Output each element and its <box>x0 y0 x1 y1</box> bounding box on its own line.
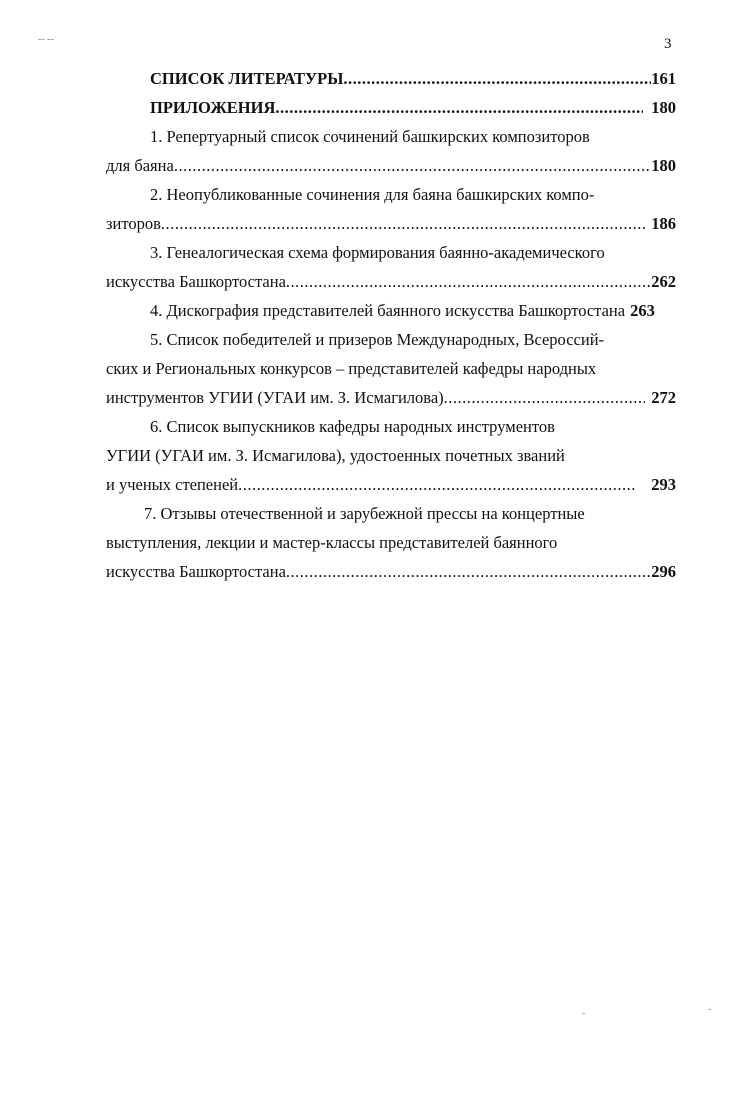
toc-line: 1. Репертуарный список сочинений башкирских композиторов <box>150 127 590 146</box>
toc-page: 180 <box>651 156 676 175</box>
toc-line-text: искусства Башкортостана <box>106 562 286 581</box>
toc-entry-appendix-4 <box>106 296 676 325</box>
toc-leader <box>286 267 651 296</box>
toc-line-text: зиторов <box>106 214 161 233</box>
page-number: 3 <box>664 36 672 52</box>
toc-leader <box>161 209 645 238</box>
toc-line: 6. Список выпускников кафедры народных инструментов <box>150 417 555 436</box>
toc-line <box>106 383 676 412</box>
scan-mark-bottom-right: - <box>708 1004 712 1015</box>
toc-leader <box>343 64 651 93</box>
toc-leader <box>286 557 651 586</box>
toc-line-text: инструментов УГИИ (УГАИ им. З. Исмагилова) <box>106 388 444 407</box>
toc-entry-appendix-1 <box>106 122 676 180</box>
toc-line-text: для баяна <box>106 156 174 175</box>
toc-line: 7. Отзывы отечественной и зарубежной прессы на концертные <box>144 504 585 523</box>
toc-line: выступления, лекции и мастер-классы представителей баянного <box>106 533 558 552</box>
toc-entry-appendix-7 <box>106 499 676 586</box>
toc-entry-appendix-2 <box>106 180 676 238</box>
toc-line <box>106 470 676 499</box>
toc-page: 186 <box>651 214 676 233</box>
toc-line-text: искусства Башкортостана <box>106 272 286 291</box>
toc-page: 293 <box>651 475 676 494</box>
toc-line <box>106 267 676 296</box>
toc-line <box>106 151 676 180</box>
toc-line-text: и ученых степеней <box>106 475 239 494</box>
toc-entry-appendix-5 <box>106 325 676 412</box>
scan-mark-bottom-mid: - <box>582 1008 586 1019</box>
toc-line-text: 4. Дискография представителей баянного искусства Башкортостана <box>150 301 626 320</box>
toc-line <box>106 296 676 325</box>
toc-line <box>106 557 676 586</box>
toc-line: 2. Неопубликованные сочинения для баяна башкирских компо- <box>150 185 595 204</box>
toc-page: 262 <box>651 272 676 291</box>
toc-line: УГИИ (УГАИ им. З. Исмагилова), удостоенных почетных званий <box>106 446 565 465</box>
toc-leader <box>444 383 646 412</box>
toc-line: 5. Список победителей и призеров Международных, Всероссий- <box>150 330 605 349</box>
toc-entry-appendix-3 <box>106 238 676 296</box>
scan-mark-top-left: -- -- <box>38 34 54 45</box>
toc-leader <box>238 470 635 499</box>
table-of-contents <box>106 64 676 586</box>
toc-page: 296 <box>651 562 676 581</box>
toc-line: ских и Региональных конкурсов – представителей кафедры народных <box>106 359 597 378</box>
toc-leader <box>174 151 651 180</box>
toc-page: 263 <box>630 301 655 320</box>
toc-page: 272 <box>651 388 676 407</box>
toc-leader <box>275 93 643 122</box>
toc-line <box>106 209 676 238</box>
toc-entry-appendices <box>106 93 676 122</box>
toc-entry-appendix-6 <box>106 412 676 499</box>
toc-title: ПРИЛОЖЕНИЯ <box>150 98 276 117</box>
toc-entry-references <box>106 64 676 93</box>
toc-title: СПИСОК ЛИТЕРАТУРЫ <box>150 69 344 88</box>
toc-page: 180 <box>651 98 676 117</box>
toc-line: 3. Генеалогическая схема формирования баянно-академического <box>150 243 605 262</box>
toc-page: 161 <box>651 69 676 88</box>
